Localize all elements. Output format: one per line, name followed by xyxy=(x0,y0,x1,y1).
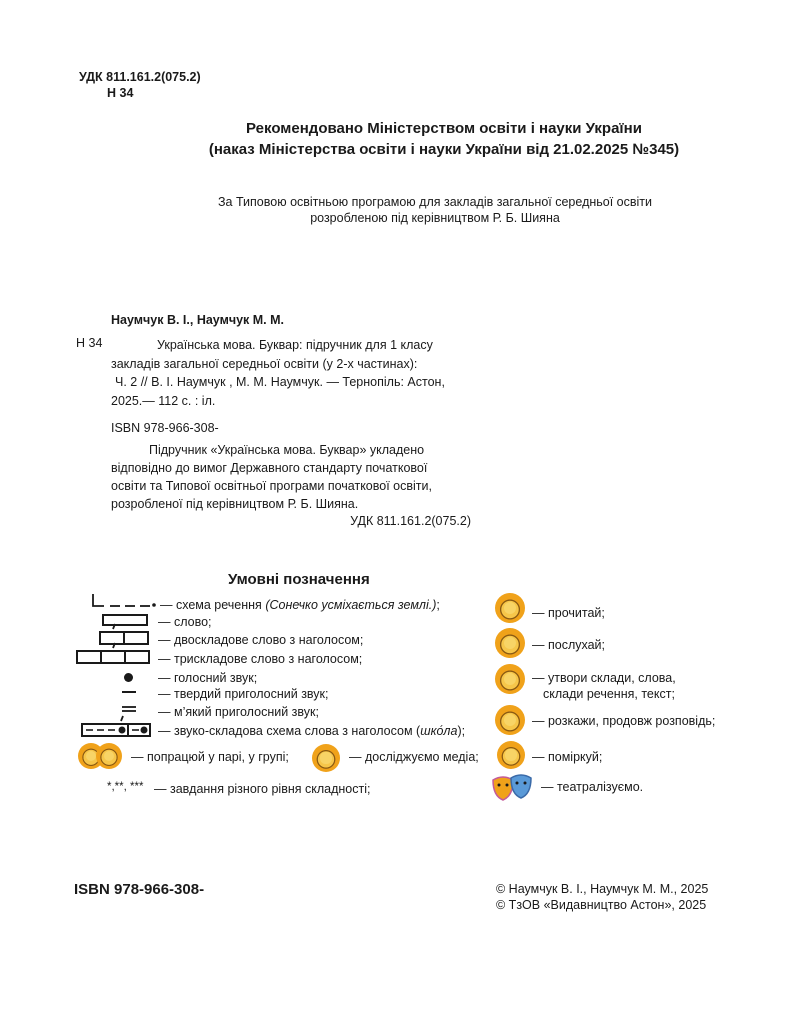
annotation-line-1: Підручник «Українська мова. Буквар» укладено xyxy=(149,443,425,457)
copyright xyxy=(496,881,708,913)
legend-compose-line-1: — утвори склади, слова, xyxy=(532,671,676,685)
footer-isbn: ISBN 978-966-308- xyxy=(74,881,205,898)
author-mark: Н 34 xyxy=(107,86,134,100)
legend-think: — поміркуй; xyxy=(532,750,603,764)
catalog-code: Н 34 xyxy=(76,336,103,350)
catalog-udk: УДК 811.161.2(075.2) xyxy=(350,514,471,528)
legend-tell: — розкажи, продовж розповідь; xyxy=(532,714,716,728)
legend-sound-syllable-scheme: — звуко-складова схема слова з наголосом (шко́ла); xyxy=(158,724,466,738)
legend-listen: — послухай; xyxy=(532,638,606,652)
legend-three-syllable: — трискладове слово з наголосом; xyxy=(158,652,363,666)
sunflower-think-icon xyxy=(497,741,525,769)
recommendation-line-2: (наказ Міністерства освіти і науки України від 21.02.2025 №345) xyxy=(208,141,680,158)
sunflower-pair-icon-2 xyxy=(96,743,122,769)
theatre-masks-icon xyxy=(489,772,535,804)
annotation-line-3: освіти та Типової освітньої програми початкової освіти, xyxy=(111,479,432,493)
annotation xyxy=(111,441,473,513)
legend-hard-consonant: — твердий приголосний звук; xyxy=(158,687,329,701)
difficulty-stars: *,**, *** xyxy=(107,781,144,793)
sunflower-listen-icon xyxy=(495,628,525,658)
udk-code: УДК 811.161.2(075.2) xyxy=(79,70,201,84)
biblio-line-4: 2025.— 112 с. : іл. xyxy=(111,393,216,408)
program-note xyxy=(0,194,800,226)
copyright-authors: © Наумчук В. І., Наумчук М. М., 2025 xyxy=(496,882,709,896)
biblio-line-2: закладів загальної середньої освіти (у 2-х частинах): xyxy=(111,356,418,371)
three-syllable-scheme-icon xyxy=(75,641,151,665)
legend-compose-line-2: склади речення, текст; xyxy=(543,687,675,701)
legend-two-syllable: — двоскладове слово з наголосом; xyxy=(158,633,364,647)
annotation-line-2: відповідно до вимог Державного стандарту початкової xyxy=(111,461,428,475)
recommendation-line-1: Рекомендовано Міністерством освіти і науки України xyxy=(246,120,642,137)
recommendation xyxy=(0,118,800,160)
sound-syllable-scheme-icon xyxy=(80,714,152,738)
legend-media: — досліджуємо медіа; xyxy=(349,750,479,764)
sunflower-tell-icon xyxy=(495,705,525,735)
legend-soft-consonant: — м’який приголосний звук; xyxy=(158,705,319,719)
legend-difficulty-levels: — завдання різного рівня складності; xyxy=(154,782,371,796)
sunflower-compose-icon xyxy=(495,664,525,694)
catalog-isbn: ISBN 978-966-308- xyxy=(111,421,219,435)
legend-title: Умовні позначення xyxy=(228,571,370,588)
soft-consonant-icon xyxy=(121,704,137,714)
hard-consonant-icon xyxy=(121,688,137,696)
legend-word: — слово; xyxy=(158,615,212,629)
legend-pair-work: — попрацюй у парі, у групі; xyxy=(131,750,289,764)
vowel-dot-icon xyxy=(124,673,133,682)
sunflower-media-icon xyxy=(312,744,340,772)
bibliographic-description xyxy=(111,336,473,410)
sentence-scheme-icon xyxy=(90,592,160,610)
legend-vowel: — голосний звук; xyxy=(158,671,258,685)
biblio-line-3: Ч. 2 // В. І. Наумчук , М. М. Наумчук. — Тернопіль: Астон, xyxy=(115,375,445,389)
program-line-2: розробленою під керівництвом Р. Б. Шияна xyxy=(310,211,560,225)
catalog-authors: Наумчук В. І., Наумчук М. М. xyxy=(111,313,285,327)
biblio-line-1: Українська мова. Буквар: підручник для 1 класу xyxy=(157,338,433,352)
udk-block xyxy=(79,69,201,101)
sunflower-read-icon xyxy=(495,593,525,623)
annotation-line-4: розробленої під керівництвом Р. Б. Шияна. xyxy=(111,497,359,511)
legend-read: — прочитай; xyxy=(532,606,605,620)
program-line-1: За Типовою освітньою програмою для закладів загальної середньої освіти xyxy=(218,195,652,209)
legend-sentence-scheme: — схема речення (Сонечко усміхається землі.); xyxy=(160,598,440,612)
copyright-publisher: © ТзОВ «Видавництво Астон», 2025 xyxy=(496,898,707,912)
legend-theatre: — театралізуємо. xyxy=(541,780,644,794)
